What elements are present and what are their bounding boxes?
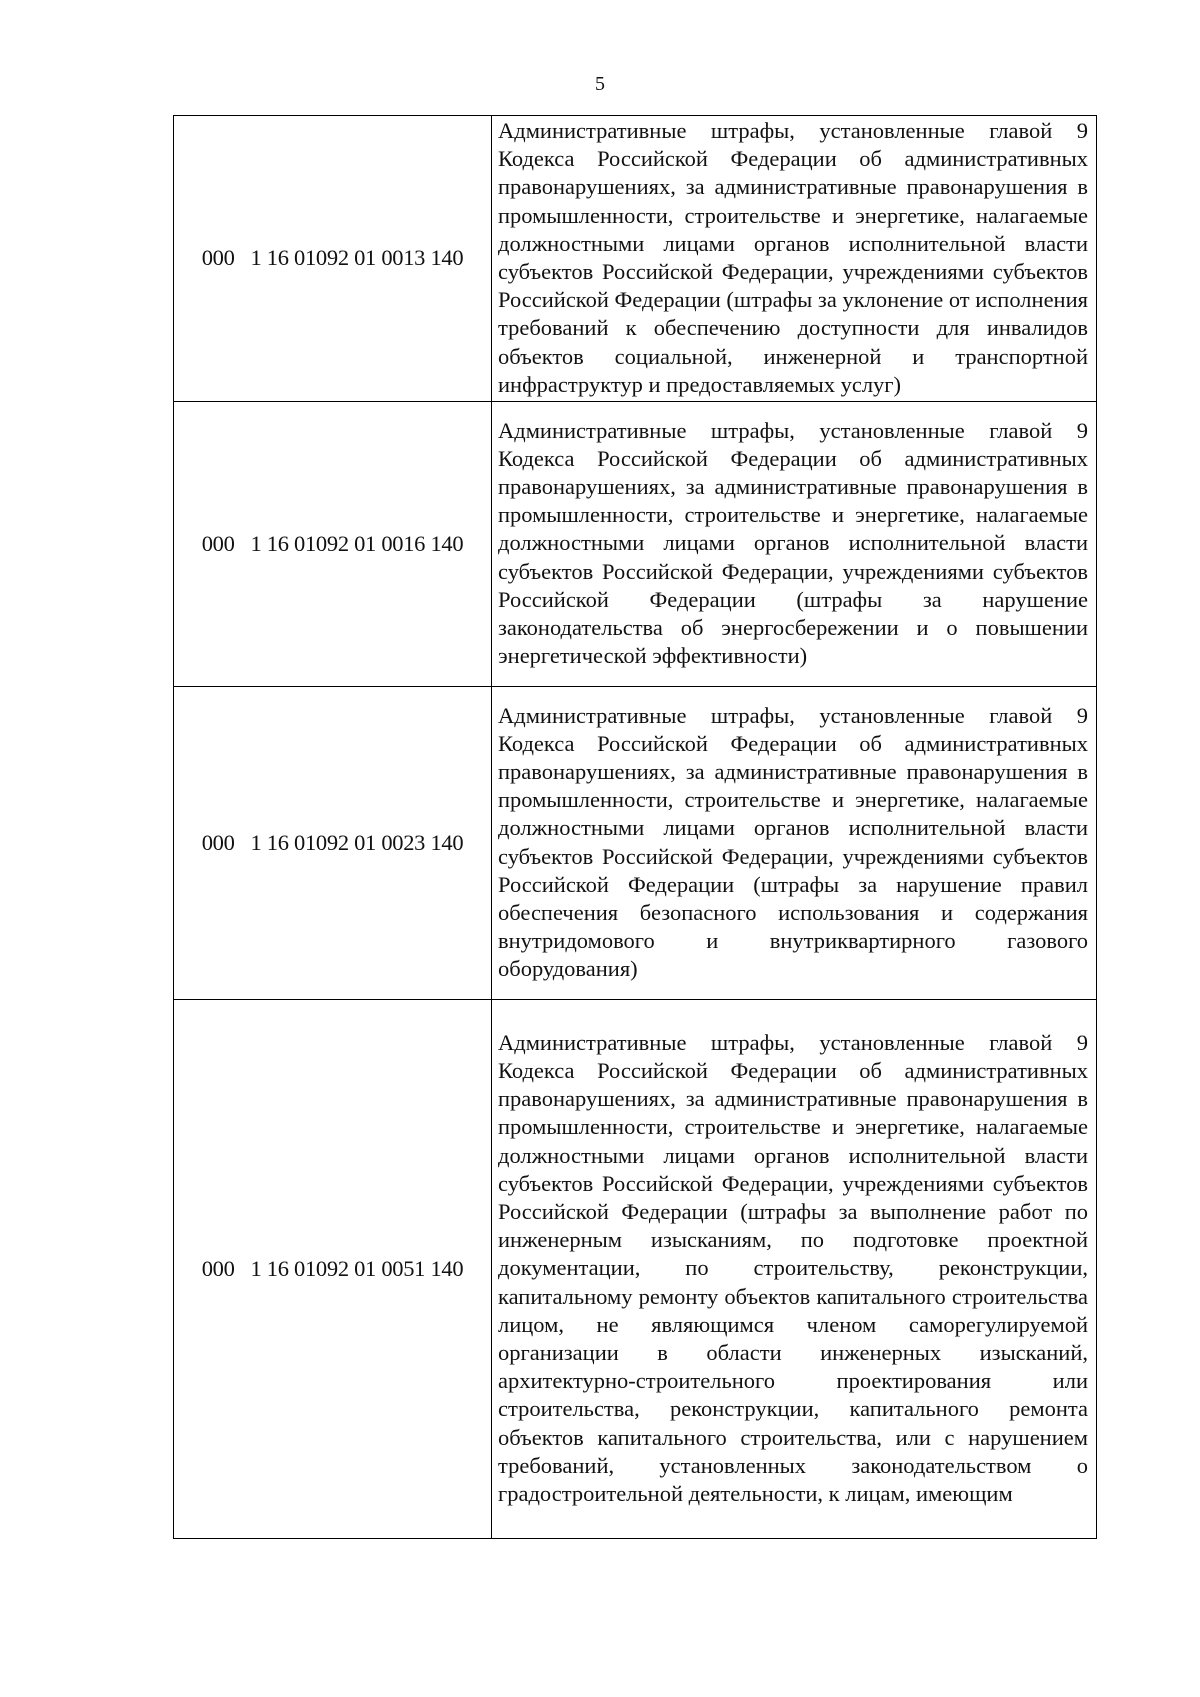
- table-row: [174, 687, 1097, 1000]
- budget-code-cell: 000 1 16 01092 01 0013 140: [174, 116, 492, 402]
- page-number: 5: [595, 73, 605, 95]
- table-row: [174, 1000, 1097, 1539]
- budget-code-table: [173, 115, 1097, 1539]
- budget-code-cell: 000 1 16 01092 01 0016 140: [174, 402, 492, 687]
- description-cell: Административные штрафы, установленные главой 9 Кодекса Российской Федерации об административных правонарушениях, за административные правонарушения в промышленности, строительстве и энергетике, налагаемые должностными лицами органов исполнительной власти субъектов Российской Федерации, учреждениями субъектов Российской Федерации (штрафы за выполнение работ по инженерным изысканиям, по подготовке проектной документации, по строительству, реконструкции, капитальному ремонту объектов капитального строительства лицом, не являющимся членом саморегулируемой организации в области инженерных изысканий, архитектурно-строительного проектирования или строительства, реконструкции, капитального ремонта объектов капитального строительства, или с нарушением требований, установленных законодательством о градостроительной деятельности, к лицам, имеющим: [492, 1000, 1097, 1539]
- budget-code-cell: 000 1 16 01092 01 0051 140: [174, 1000, 492, 1539]
- description-cell: Административные штрафы, установленные главой 9 Кодекса Российской Федерации об административных правонарушениях, за административные правонарушения в промышленности, строительстве и энергетике, налагаемые должностными лицами органов исполнительной власти субъектов Российской Федерации, учреждениями субъектов Российской Федерации (штрафы за уклонение от исполнения требований к обеспечению доступности для инвалидов объектов социальной, инженерной и транспортной инфраструктур и предоставляемых услуг): [492, 116, 1097, 402]
- description-cell: Административные штрафы, установленные главой 9 Кодекса Российской Федерации об административных правонарушениях, за административные правонарушения в промышленности, строительстве и энергетике, налагаемые должностными лицами органов исполнительной власти субъектов Российской Федерации, учреждениями субъектов Российской Федерации (штрафы за нарушение законодательства об энергосбережении и о повышении энергетической эффективности): [492, 402, 1097, 687]
- table-row: [174, 402, 1097, 687]
- budget-code-cell: 000 1 16 01092 01 0023 140: [174, 687, 492, 1000]
- table-row: [174, 116, 1097, 402]
- description-cell: Административные штрафы, установленные главой 9 Кодекса Российской Федерации об административных правонарушениях, за административные правонарушения в промышленности, строительстве и энергетике, налагаемые должностными лицами органов исполнительной власти субъектов Российской Федерации, учреждениями субъектов Российской Федерации (штрафы за нарушение правил обеспечения безопасного использования и содержания внутридомового и внутриквартирного газового оборудования): [492, 687, 1097, 1000]
